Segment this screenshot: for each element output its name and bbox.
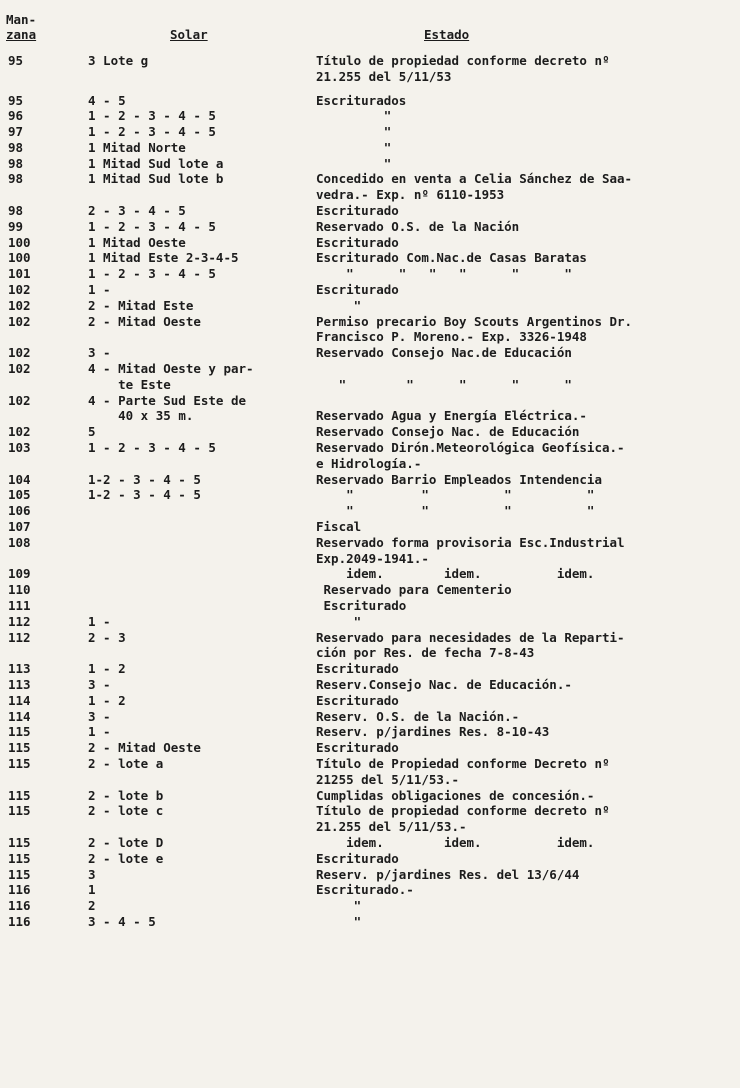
solar-cell: 2 - Mitad Este [88, 297, 194, 313]
table-row [0, 535, 740, 567]
table-row [0, 345, 740, 361]
solar-cell: 1 Mitad Este 2-3-4-5 [88, 250, 239, 266]
table-row [0, 503, 740, 519]
estado-cell: Reservado O.S. de la Nación [316, 218, 520, 234]
solar-cell: 1 - 2 - 3 - 4 - 5 [88, 124, 216, 140]
manzana-cell: 104 [8, 471, 31, 487]
manzana-cell: 95 [8, 92, 24, 108]
manzana-cell: 115 [8, 740, 31, 756]
manzana-cell: 106 [8, 503, 31, 519]
solar-cell: 3 - 4 - 5 [88, 913, 156, 929]
estado-cell: idem. idem. idem. [316, 566, 595, 582]
manzana-cell: 115 [8, 787, 31, 803]
estado-cell: Escriturado [316, 234, 399, 250]
estado-cell: " [316, 155, 392, 171]
estado-cell: " " " " [316, 503, 595, 519]
estado-cell: Título de Propiedad conforme Decreto nº 21255 del 5/11/53.- [316, 755, 610, 787]
manzana-cell: 114 [8, 708, 31, 724]
estado-cell: Reservado para Cementerio [316, 582, 512, 598]
estado-cell: " [316, 913, 362, 929]
manzana-cell: 98 [8, 203, 24, 219]
solar-cell: 5 [88, 424, 96, 440]
table-row [0, 93, 740, 109]
table-row [0, 219, 740, 235]
solar-cell: 3 - [88, 345, 111, 361]
estado-cell: " [316, 139, 392, 155]
table-row [0, 53, 740, 93]
table-row [0, 788, 740, 804]
manzana-cell: 100 [8, 234, 31, 250]
table-row [0, 282, 740, 298]
table-row [0, 266, 740, 282]
solar-cell: 2 - lote D [88, 834, 164, 850]
estado-cell: Escriturado [316, 598, 407, 613]
solar-cell: 1-2 - 3 - 4 - 5 [88, 487, 201, 503]
table-row [0, 677, 740, 693]
solar-cell: 1 - [88, 613, 111, 629]
header-manzana [6, 12, 36, 42]
table-row [0, 851, 740, 867]
table-row [0, 724, 740, 740]
estado-cell: Escriturado [316, 692, 399, 708]
manzana-cell: 99 [8, 218, 24, 234]
table-row [0, 693, 740, 709]
manzana-cell: 113 [8, 676, 31, 692]
solar-cell: 2 - Mitad Oeste [88, 740, 201, 756]
estado-cell: Fiscal [316, 519, 362, 535]
estado-cell: Escriturado Com.Nac.de Casas Baratas [316, 250, 587, 266]
manzana-cell: 108 [8, 534, 31, 550]
solar-cell: 1 - 2 - 3 - 4 - 5 [88, 266, 216, 282]
estado-cell: " " " " [316, 487, 595, 503]
table-row [0, 440, 740, 472]
header-solar [170, 27, 208, 42]
manzana-cell: 96 [8, 108, 24, 124]
estado-cell: Reservado Consejo Nac.de Educación [316, 345, 572, 361]
manzana-cell: 114 [8, 692, 31, 708]
solar-cell: 1 - [88, 724, 111, 740]
estado-cell: " " " " " [338, 376, 572, 392]
estado-cell: Permiso precario Boy Scouts Argentinos Dr. Francisco P. Moreno.- Exp. 3326-1948 [316, 313, 633, 345]
solar-cell: 3 [88, 866, 96, 882]
estado-cell: Escriturados [316, 92, 407, 108]
manzana-cell: 110 [8, 582, 31, 598]
manzana-cell: 103 [8, 440, 31, 456]
manzana-cell: 100 [8, 250, 31, 266]
manzana-cell: 115 [8, 803, 31, 819]
estado-cell: Concedido en venta a Celia Sánchez de Saa- vedra.- Exp. nº 6110-1953 [316, 171, 633, 203]
estado-cell: Escriturado.- [316, 882, 414, 898]
solar-cell: 1 - 2 - 3 - 4 - 5 [88, 108, 216, 124]
solar-cell: 1 Mitad Norte [88, 139, 186, 155]
table-row [0, 424, 740, 440]
estado-cell: Escriturado [316, 850, 399, 866]
estado-cell: idem. idem. idem. [316, 834, 595, 850]
estado-cell: Reserv. p/jardines Res. 8-10-43 [316, 724, 550, 740]
manzana-cell: 115 [8, 724, 31, 740]
manzana-cell: 116 [8, 913, 31, 929]
manzana-cell: 102 [8, 424, 31, 440]
table-row [0, 108, 740, 124]
manzana-cell: 98 [8, 171, 24, 187]
manzana-cell: 112 [8, 629, 31, 645]
table-row [0, 756, 740, 788]
estado-cell: Título de propiedad conforme decreto nº 21.255 del 5/11/53 [316, 53, 610, 84]
manzana-cell: 115 [8, 850, 31, 866]
manzana-cell: 102 [8, 282, 31, 298]
table-row [0, 124, 740, 140]
table-row [0, 582, 740, 598]
solar-cell: 2 - 3 - 4 - 5 [88, 203, 186, 219]
solar-cell: 1 Mitad Oeste [88, 234, 186, 250]
manzana-cell: 109 [8, 566, 31, 582]
table-row [0, 203, 740, 219]
manzana-cell: 107 [8, 519, 31, 535]
manzana-cell: 115 [8, 755, 31, 771]
estado-cell: Reservado Consejo Nac. de Educación [316, 424, 580, 440]
solar-cell: 1 [88, 882, 96, 898]
manzana-cell: 112 [8, 613, 31, 629]
manzana-cell: 102 [8, 313, 31, 329]
table-row [0, 393, 740, 425]
header-estado [424, 27, 469, 42]
solar-cell: 3 - [88, 676, 111, 692]
estado-cell: Reservado para necesidades de la Reparti- ción por Res. de fecha 7-8-43 [316, 629, 625, 661]
header-manzana-line1: Man- [6, 12, 37, 27]
manzana-cell: 98 [8, 155, 24, 171]
manzana-cell: 113 [8, 661, 31, 677]
estado-cell: Reservado Barrio Empleados Intendencia [316, 471, 602, 487]
table-row [0, 914, 740, 930]
solar-cell: 3 - [88, 708, 111, 724]
solar-cell: 1-2 - 3 - 4 - 5 [88, 471, 201, 487]
table-row [0, 898, 740, 914]
table-row [0, 298, 740, 314]
header-manzana-line2: zana [6, 27, 37, 42]
solar-cell: 2 - lote e [88, 850, 164, 866]
solar-cell: 4 - Mitad Oeste y par- te Este [88, 361, 254, 392]
solar-cell: 1 - 2 [88, 692, 126, 708]
solar-cell: 1 - 2 - 3 - 4 - 5 [88, 440, 216, 456]
table-row [0, 661, 740, 677]
manzana-cell: 102 [8, 392, 31, 408]
manzana-cell: 115 [8, 866, 31, 882]
manzana-cell: 116 [8, 882, 31, 898]
manzana-cell: 111 [8, 598, 31, 613]
solar-cell: 3 Lote g [88, 53, 149, 68]
estado-cell: Reservado Agua y Energía Eléctrica.- [316, 408, 587, 424]
table-row [0, 598, 740, 614]
estado-cell: Escriturado [316, 740, 399, 756]
manzana-cell: 98 [8, 139, 24, 155]
estado-cell: Reserv. O.S. de la Nación.- [316, 708, 520, 724]
header-estado-label: Estado [424, 27, 470, 42]
solar-cell: 1 - 2 [88, 661, 126, 677]
manzana-cell: 97 [8, 124, 24, 140]
solar-cell: 4 - Parte Sud Este de 40 x 35 m. [88, 392, 247, 424]
estado-cell: Escriturado [316, 661, 399, 677]
table-row [0, 171, 740, 203]
estado-cell: " [316, 898, 362, 914]
estado-cell: " [316, 124, 392, 140]
table-row [0, 361, 740, 393]
estado-cell: " [316, 297, 362, 313]
manzana-cell: 102 [8, 361, 31, 377]
table-row [0, 882, 740, 898]
solar-cell: 2 - lote c [88, 803, 164, 819]
estado-cell: Reservado Dirón.Meteorológica Geofísica.- e Hidrología.- [316, 440, 625, 471]
table-row [0, 140, 740, 156]
solar-cell: 2 - 3 [88, 629, 126, 645]
manzana-cell: 115 [8, 834, 31, 850]
solar-cell: 2 - lote a [88, 755, 164, 771]
solar-cell: 1 Mitad Sud lote b [88, 171, 224, 187]
table-row [0, 250, 740, 266]
table-row [0, 630, 740, 662]
solar-cell: 2 - Mitad Oeste [88, 313, 201, 329]
estado-cell: Reserv.Consejo Nac. de Educación.- [316, 676, 572, 692]
estado-cell: " [316, 613, 362, 629]
table-row [0, 867, 740, 883]
manzana-cell: 116 [8, 898, 31, 914]
solar-cell: 1 - 2 - 3 - 4 - 5 [88, 218, 216, 234]
estado-cell: Título de propiedad conforme decreto nº 21.255 del 5/11/53.- [316, 803, 610, 835]
table-row [0, 740, 740, 756]
solar-cell: 2 - lote b [88, 787, 164, 803]
manzana-cell: 95 [8, 53, 24, 68]
estado-cell: Reservado forma provisoria Esc.Industrial Exp.2049-1941.- [316, 534, 625, 566]
table-row [0, 487, 740, 503]
table-row [0, 519, 740, 535]
table-row [0, 156, 740, 172]
records-table [0, 53, 740, 930]
estado-cell: Escriturado [316, 203, 399, 219]
table-row [0, 566, 740, 582]
header-solar-label: Solar [170, 27, 208, 42]
table-row [0, 472, 740, 488]
estado-cell: Reserv. p/jardines Res. del 13/6/44 [316, 866, 580, 882]
estado-cell: " [316, 108, 392, 124]
solar-cell: 1 Mitad Sud lote a [88, 155, 224, 171]
table-row [0, 803, 740, 835]
solar-cell: 1 - [88, 282, 111, 298]
manzana-cell: 102 [8, 345, 31, 361]
table-row [0, 835, 740, 851]
estado-cell: Cumplidas obligaciones de concesión.- [316, 787, 595, 803]
estado-cell: " " " " " " [316, 266, 572, 282]
manzana-cell: 102 [8, 297, 31, 313]
solar-cell: 4 - 5 [88, 92, 126, 108]
manzana-cell: 105 [8, 487, 31, 503]
table-row [0, 614, 740, 630]
table-row [0, 314, 740, 346]
solar-cell: 2 [88, 898, 96, 914]
estado-cell: Escriturado [316, 282, 399, 298]
manzana-cell: 101 [8, 266, 31, 282]
table-row [0, 709, 740, 725]
table-row [0, 235, 740, 251]
